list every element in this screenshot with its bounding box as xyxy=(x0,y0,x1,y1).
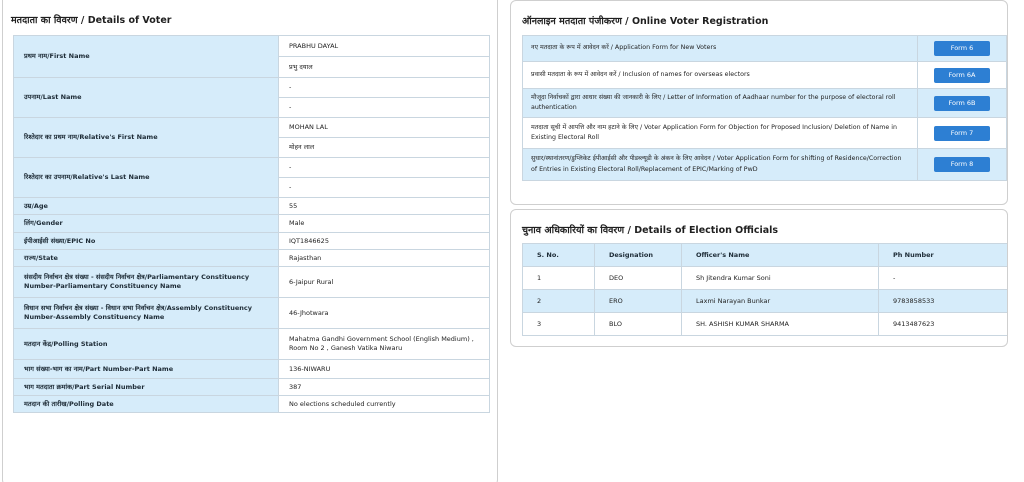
voter-detail-value: 46-Jhotwara xyxy=(279,298,490,329)
voter-detail-row xyxy=(14,118,490,138)
voter-detail-label: मतदान केंद्र/Polling Station xyxy=(14,329,279,360)
officials-column-header: S. No. xyxy=(523,244,595,267)
officials-table-cell: 2 xyxy=(523,290,595,313)
voter-detail-row xyxy=(14,198,490,215)
officials-table-cell: 9413487623 xyxy=(879,313,1008,336)
officials-column-header: Officer's Name xyxy=(682,244,879,267)
registration-form-button-cell xyxy=(918,36,1007,62)
officials-table-cell: Laxmi Narayan Bunkar xyxy=(682,290,879,313)
officials-table-row xyxy=(523,313,1008,336)
voter-detail-row xyxy=(14,215,490,233)
voter-detail-row xyxy=(14,233,490,250)
voter-detail-label: भाग संख्या-भाग का नाम/Part Number-Part Name xyxy=(14,360,279,379)
voter-detail-value: IQT1846625 xyxy=(279,233,490,250)
voter-detail-label: रिश्तेदार का प्रथम नाम/Relative's First Name xyxy=(14,118,279,158)
officials-column-header: Ph Number xyxy=(879,244,1008,267)
officials-table-cell: Sh Jitendra Kumar Soni xyxy=(682,267,879,290)
election-officials-table xyxy=(522,243,1008,336)
voter-detail-label: राज्य/State xyxy=(14,250,279,267)
registration-form-row xyxy=(523,118,1007,149)
voter-detail-value: MOHAN LAL xyxy=(279,118,490,138)
voter-detail-value: Rajasthan xyxy=(279,250,490,267)
form-2-button[interactable]: Form 6A xyxy=(934,68,990,83)
voter-detail-label: रिश्तेदार का उपनाम/Relative's Last Name xyxy=(14,158,279,198)
voter-detail-row xyxy=(14,379,490,396)
registration-form-row xyxy=(523,149,1007,181)
registration-form-button-cell xyxy=(918,62,1007,89)
voter-detail-value: 387 xyxy=(279,379,490,396)
election-officials-title: चुनाव अधिकारियों का विवरण / Details of Election Officials xyxy=(522,225,779,236)
voter-detail-row xyxy=(14,36,490,57)
form-4-button[interactable]: Form 7 xyxy=(934,126,990,141)
officials-table-cell: 3 xyxy=(523,313,595,336)
registration-form-row xyxy=(523,36,1007,62)
officials-table-cell: BLO xyxy=(595,313,682,336)
online-registration-card xyxy=(510,0,1008,205)
voter-detail-row xyxy=(14,267,490,298)
registration-form-button-cell xyxy=(918,118,1007,149)
voter-detail-label: संसदीय निर्वाचन क्षेत्र संख्या - संसदीय निर्वाचन क्षेत्र/Parliamentary Constituency Number-Parliamentary Constituency Name xyxy=(14,267,279,298)
voter-detail-value: प्रभु दयाल xyxy=(279,57,490,78)
voter-detail-label: उपनाम/Last Name xyxy=(14,78,279,118)
voter-detail-value: 136-NIWARU xyxy=(279,360,490,379)
form-5-button[interactable]: Form 8 xyxy=(934,157,990,172)
voter-details-table xyxy=(13,35,490,413)
registration-form-description: मौजूदा निर्वाचकों द्वारा आधार संख्या की जानकारी के लिए / Letter of Information of Aadhaar number for the purpose of electoral roll authentication xyxy=(523,89,918,118)
voter-detail-label: ईपीआईसी संख्या/EPIC No xyxy=(14,233,279,250)
voter-detail-value: 55 xyxy=(279,198,490,215)
voter-detail-value: Male xyxy=(279,215,490,233)
voter-detail-row xyxy=(14,158,490,178)
voter-detail-label: विधान सभा निर्वाचन क्षेत्र संख्या - विधान सभा निर्वाचन क्षेत्र/Assembly Constituency Number-Assembly Constituency Name xyxy=(14,298,279,329)
voter-detail-label: उम्र/Age xyxy=(14,198,279,215)
voter-details-title: मतदाता का विवरण / Details of Voter xyxy=(11,15,172,26)
voter-detail-row xyxy=(14,78,490,98)
officials-table-row xyxy=(523,267,1008,290)
registration-form-description: प्रवासी मतदाता के रूप में आवेदन करें / Inclusion of names for overseas electors xyxy=(523,62,918,89)
registration-forms-table xyxy=(522,35,1007,181)
voter-detail-row xyxy=(14,250,490,267)
voter-detail-value: No elections scheduled currently xyxy=(279,396,490,413)
voter-detail-value: - xyxy=(279,158,490,178)
voter-detail-row xyxy=(14,329,490,360)
voter-detail-label: लिंग/Gender xyxy=(14,215,279,233)
registration-form-row xyxy=(523,62,1007,89)
voter-detail-label: भाग मतदाता क्रमांक/Part Serial Number xyxy=(14,379,279,396)
officials-table-cell: SH. ASHISH KUMAR SHARMA xyxy=(682,313,879,336)
voter-detail-value: PRABHU DAYAL xyxy=(279,36,490,57)
voter-detail-row xyxy=(14,396,490,413)
officials-table-cell: 9783858533 xyxy=(879,290,1008,313)
election-officials-card xyxy=(510,209,1008,347)
voter-detail-value: - xyxy=(279,178,490,198)
voter-detail-value: - xyxy=(279,98,490,118)
voter-detail-value: - xyxy=(279,78,490,98)
officials-column-header: Designation xyxy=(595,244,682,267)
form-1-button[interactable]: Form 6 xyxy=(934,41,990,56)
officials-table-cell: - xyxy=(879,267,1008,290)
voter-details-card xyxy=(2,0,498,482)
officials-table-cell: DEO xyxy=(595,267,682,290)
officials-table-row xyxy=(523,290,1008,313)
officials-table-cell: 1 xyxy=(523,267,595,290)
registration-form-description: नए मतदाता के रूप में आवेदन करें / Application Form for New Voters xyxy=(523,36,918,62)
registration-form-row xyxy=(523,89,1007,118)
voter-detail-value: 6-Jaipur Rural xyxy=(279,267,490,298)
voter-detail-row xyxy=(14,360,490,379)
registration-form-description: सुधार/स्थानांतरण/डुप्लिकेट ईपीआईसी और पीडब्ल्यूडी के अंकन के लिए आवेदन / Voter Application Form for shifting of Residence/Correction of Entries in Existing Electoral Roll/Replacement of EPIC/Marking of PwD xyxy=(523,149,918,181)
voter-detail-label: प्रथम नाम/First Name xyxy=(14,36,279,78)
voter-detail-row xyxy=(14,298,490,329)
form-3-button[interactable]: Form 6B xyxy=(934,96,990,111)
voter-detail-value: मोहन लाल xyxy=(279,138,490,158)
voter-detail-label: मतदान की तारीख/Polling Date xyxy=(14,396,279,413)
registration-form-button-cell xyxy=(918,149,1007,181)
voter-detail-value: Mahatma Gandhi Government School (English Medium) , Room No 2 , Ganesh Vatika Niwaru xyxy=(279,329,490,360)
registration-form-description: मतदाता सूची में आपत्ति और नाम हटाने के लिए / Voter Application Form for Objection for Proposed Inclusion/ Deletion of Name in Existing Electoral Roll xyxy=(523,118,918,149)
officials-table-cell: ERO xyxy=(595,290,682,313)
online-registration-title: ऑनलाइन मतदाता पंजीकरण / Online Voter Registration xyxy=(522,16,769,27)
registration-form-button-cell xyxy=(918,89,1007,118)
